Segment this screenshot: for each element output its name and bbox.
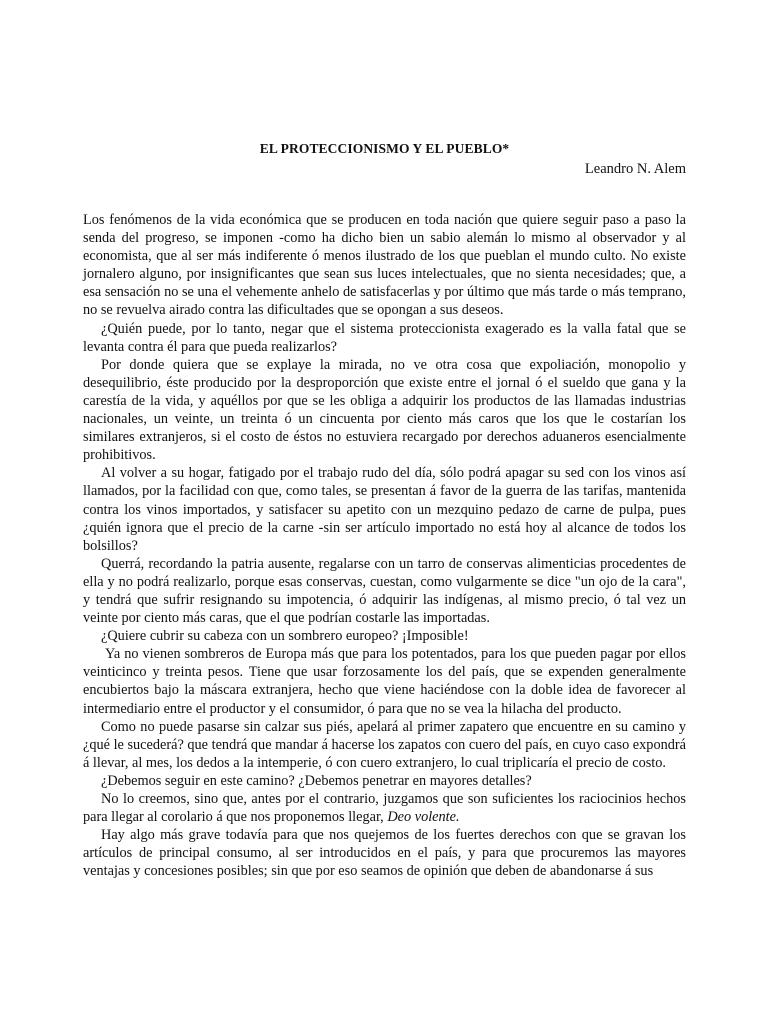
paragraph-1: Los fenómenos de la vida económica que se producen en toda nación que quiere seguir paso a paso la senda del progreso, se imponen -como ha dicho bien un sabio alemán lo mismo al observador y al economista, que al ser más indiferente ó menos ilustrado de los que pueblan el mundo culto. No existe jornalero alguno, por insignificantes que sean sus luces intelectuales, que no sienta necesidades; que, a esa sensación no se una el vehemente anhelo de satisfacerlas y por último que más tarde o más temprano, no se revuelva airado contra las dificultades que se opongan a sus deseos.: [83, 212, 686, 319]
document-author: Leandro N. Alem: [584, 161, 686, 177]
paragraph-10: [83, 790, 686, 826]
document-body: [83, 211, 686, 880]
paragraph-2: ¿Quién puede, por lo tanto, negar que el sistema proteccionista exagerado es la valla fatal que se levanta contra él para que pueda realizarlos?: [83, 320, 686, 355]
paragraph-7: Ya no vienen sombreros de Europa más que para los potentados, para los que pueden pagar por ellos veinticinco y treinta pesos. Tiene que usar forzosamente los del país, que se expenden generalmente encubiertos bajo la máscara extranjera, hecho que viene haciéndose con la doble idea de favorecer al intermediario entre el productor y el consumidor, ó para que no se vea la hilacha del producto.: [83, 646, 686, 717]
paragraph-3: Por donde quiera que se explaye la mirada, no ve otra cosa que expoliación, monopolio y desequilibrio, éste producido por la desproporción que existe entre el jornal ó el sueldo que gana y la carestía de la vida, y aquéllos por que se les obliga a adquirir los productos de las llamadas industrias nacionales, un veinte, un treinta ó un cincuenta por ciento más caros que los que le costarían los similares extranjeros, si el costo de éstos no estuviera recargado por derechos aduaneros esencialmente prohibitivos.: [83, 356, 686, 464]
paragraph-11: Hay algo más grave todavía para que nos quejemos de los fuertes derechos con que se gravan los artículos de principal consumo, al ser introducidos en el país, y para que procuremos las mayores ventajas y concesiones posibles; sin que por eso seamos de opinión que deben de abandonarse á sus: [83, 827, 686, 880]
paragraph-5: Querrá, recordando la patria ausente, regalarse con un tarro de conservas alimenticias procedentes de ella y no podrá realizarlo, porque esas conservas, cuestan, como vulgarmente se dice "un ojo de la cara", y tendrá que sufrir resignando su impotencia, ó adquirir las indígenas, al mismo precio, ó tal vez un veinte por ciento más caras, que el que podrían costarle las importadas.: [83, 555, 686, 627]
italic-phrase: Deo volente.: [387, 809, 460, 826]
paragraph-10-text: No lo creemos, sino que, antes por el contrario, juzgamos que son suficientes los raciocinios hechos para llegar al corolario á que nos proponemos llegar,: [83, 791, 686, 826]
document-title: EL PROTECCIONISMO Y EL PUEBLO*: [259, 141, 510, 156]
paragraph-4: Al volver a su hogar, fatigado por el trabajo rudo del día, sólo podrá apagar su sed con los vinos así llamados, por la facilidad con que, como tales, se presentan á favor de la guerra de las tarifas, mantenida contra los vinos importados, y satisfacer su apetito con un mezquino pedazo de carne de pulpa, pues ¿quién ignora que el precio de la carne -sin ser artículo importado no está hoy al alcance de todos los bolsillos?: [83, 465, 686, 554]
paragraph-8: Como no puede pasarse sin calzar sus piés, apelará al primer zapatero que encuentre en su camino y ¿qué le sucederá? que tendrá que mandar á hacerse los zapatos con cuero del país, en cuyo caso expondrá á llevar, al mes, los dedos a la intemperie, ó con cuero extranjero, lo cual triplicaría el precio de costo.: [83, 718, 686, 771]
document-page: [83, 140, 686, 880]
paragraph-9: ¿Debemos seguir en este camino? ¿Debemos penetrar en mayores detalles?: [101, 772, 532, 789]
paragraph-6: ¿Quiere cubrir su cabeza con un sombrero europeo? ¡Imposible!: [101, 628, 469, 645]
